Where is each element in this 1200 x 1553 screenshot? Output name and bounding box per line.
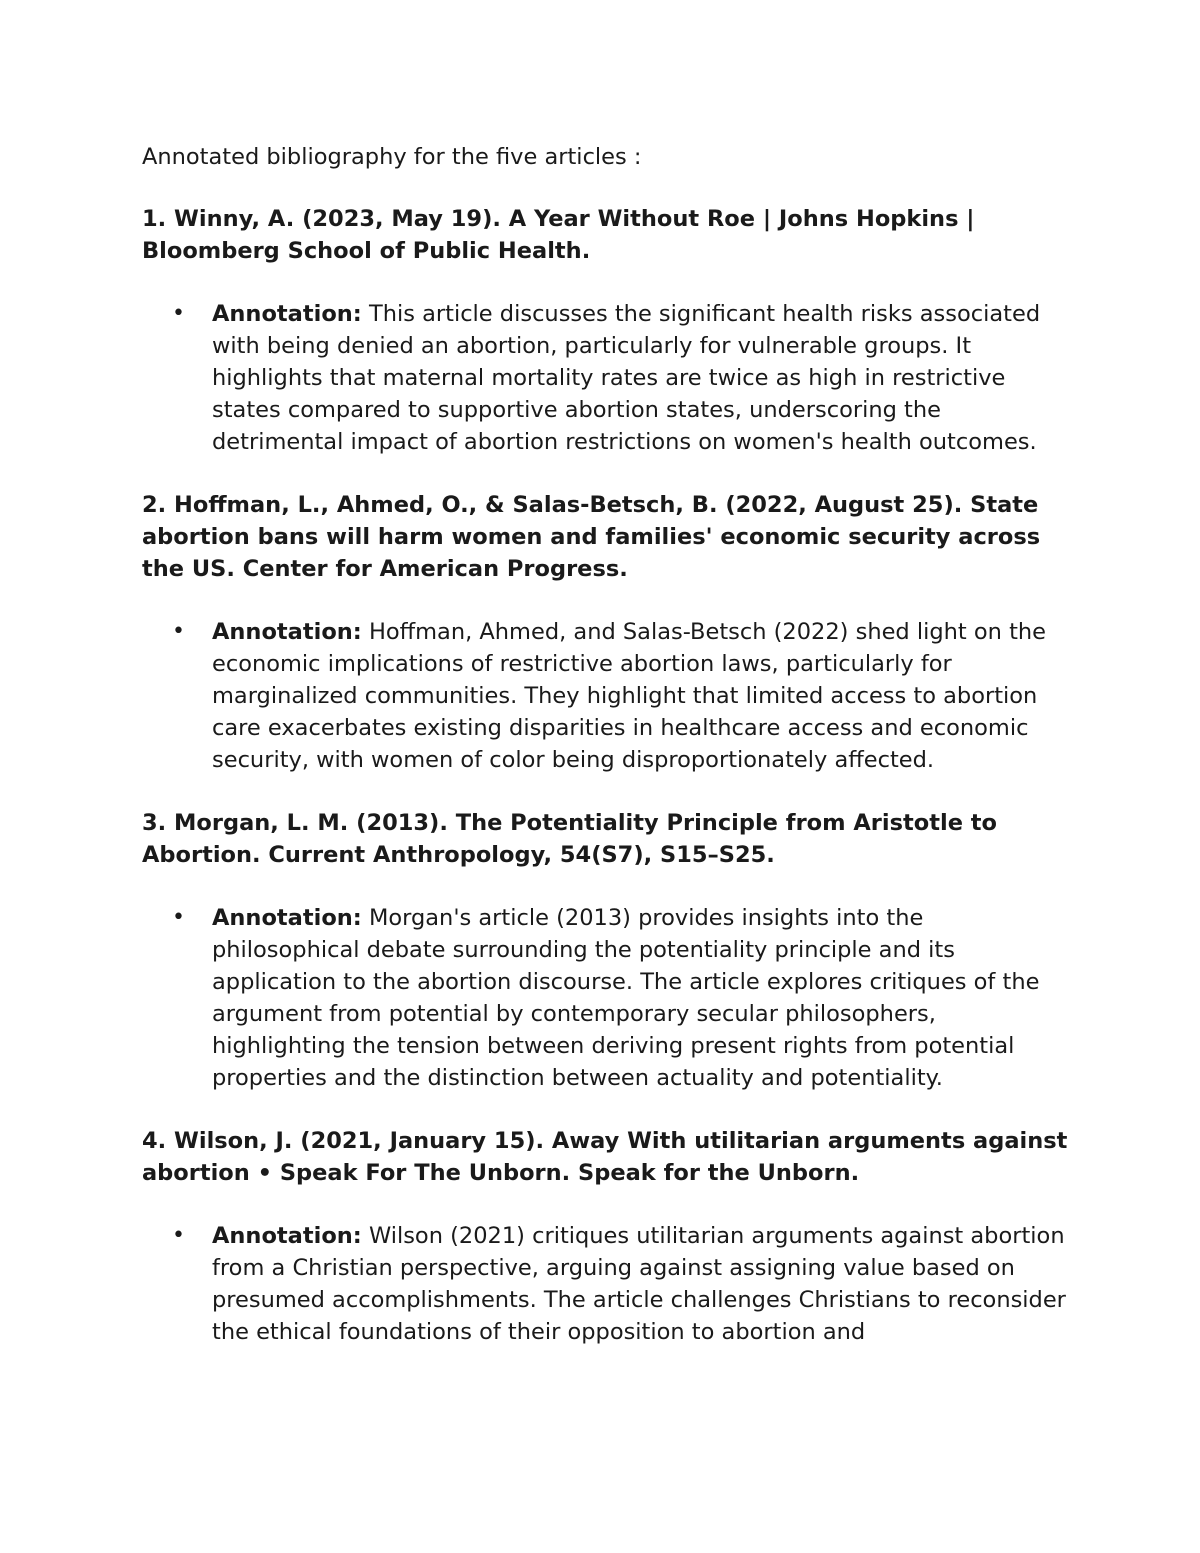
annotation-list (142, 298, 1072, 458)
annotation-label: Annotation: (212, 619, 362, 645)
annotation-text: Morgan's article (2013) provides insights into the philosophical debate surrounding the potentiality principle and its application to the abortion discourse. The article explores critiques of the argument from potential by contemporary secular philosophers, highlighting the tension between deriving present rights from potential properties and the distinction between actuality and potentiality. (212, 905, 1040, 1091)
annotation-list (142, 616, 1072, 776)
bibliography-entry-2 (142, 489, 1072, 776)
bullet-icon: • (172, 619, 185, 644)
annotation-label: Annotation: (212, 301, 362, 327)
annotation-text: Hoffman, Ahmed, and Salas-Betsch (2022) shed light on the economic implications of restrictive abortion laws, particularly for marginalized communities. They highlight that limited access to abortion care exacerbates existing disparities in healthcare access and economic security, with women of color being disproportionately affected. (212, 619, 1046, 773)
bibliography-entry-3 (142, 807, 1072, 1094)
citation: 4. Wilson, J. (2021, January 15). Away With utilitarian arguments against abortion • Speak For The Unborn. Speak for the Unborn. (142, 1128, 1068, 1186)
annotation-item (142, 1220, 1072, 1348)
annotation-label: Annotation: (212, 905, 362, 931)
annotation-item (142, 616, 1072, 776)
annotation-text: This article discusses the significant health risks associated with being denied an abortion, particularly for vulnerable groups. It highlights that maternal mortality rates are twice as high in restrictive states compared to supportive abortion states, underscoring the detrimental impact of abortion restrictions on women's health outcomes. (212, 301, 1041, 455)
bullet-icon: • (172, 905, 185, 930)
document-page (142, 141, 1072, 1379)
document-title: Annotated bibliography for the five articles : (142, 144, 642, 170)
bibliography-entry-4 (142, 1125, 1072, 1348)
bibliography-entry-1 (142, 203, 1072, 458)
bullet-icon: • (172, 1223, 185, 1248)
annotation-item (142, 298, 1072, 458)
annotation-item (142, 902, 1072, 1094)
annotation-text: Wilson (2021) critiques utilitarian arguments against abortion from a Christian perspective, arguing against assigning value based on presumed accomplishments. The article challenges Christians to reconsider the ethical foundations of their opposition to abortion and (212, 1223, 1066, 1345)
citation: 3. Morgan, L. M. (2013). The Potentiality Principle from Aristotle to Abortion. Current Anthropology, 54(S7), S15–S25. (142, 810, 997, 868)
annotation-label: Annotation: (212, 1223, 362, 1249)
annotation-list (142, 902, 1072, 1094)
annotation-list (142, 1220, 1072, 1348)
citation: 1. Winny, A. (2023, May 19). A Year Without Roe | Johns Hopkins | Bloomberg School of Public Health. (142, 206, 975, 264)
bullet-icon: • (172, 301, 185, 326)
citation: 2. Hoffman, L., Ahmed, O., & Salas-Betsch, B. (2022, August 25). State abortion bans will harm women and families' economic security across the US. Center for American Progress. (142, 492, 1041, 582)
